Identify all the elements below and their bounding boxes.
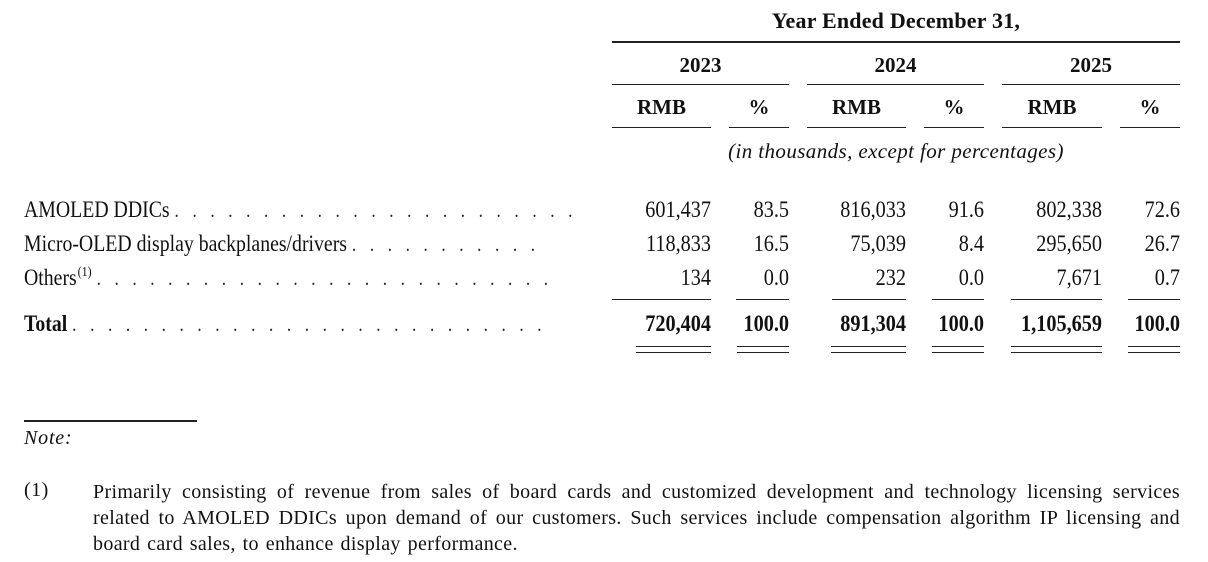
cell-micro-oled-pct-2024: 8.4 xyxy=(958,231,984,256)
cell-amoled-pct-2023: 83.5 xyxy=(753,197,789,222)
pct-2023-header: % xyxy=(748,95,770,119)
leader-dots: . . . . . . . . . . . . . . . . . . . . . . . . . . . xyxy=(72,314,547,336)
leader-dots: . . . . . . . . . . . . . . . . . . . . . . . xyxy=(174,200,578,222)
row-label-text: AMOLED DDICs xyxy=(24,197,170,222)
cell-micro-oled-rmb-2024: 75,039 xyxy=(850,231,906,256)
footnote-ref: (1) xyxy=(77,265,92,280)
row-label-text: Micro-OLED display backplanes/drivers xyxy=(24,231,347,256)
sub-rule xyxy=(729,127,789,128)
total-double-rule xyxy=(636,346,711,347)
cell-amoled-rmb-2023: 601,437 xyxy=(645,197,711,222)
year-2023-rule xyxy=(612,84,789,85)
total-double-rule xyxy=(932,346,984,347)
footnote-marker: (1) xyxy=(24,479,49,501)
cell-total-pct-2023: 100.0 xyxy=(743,311,789,336)
total-double-rule xyxy=(1011,346,1102,347)
cell-amoled-rmb-2025: 802,338 xyxy=(1036,197,1102,222)
row-label-others xyxy=(24,265,553,291)
cell-micro-oled-pct-2025: 26.7 xyxy=(1144,231,1180,256)
year-2025-header: 2025 xyxy=(1070,53,1112,77)
cell-others-pct-2023: 0.0 xyxy=(763,265,789,290)
cell-micro-oled-rmb-2025: 295,650 xyxy=(1036,231,1102,256)
cell-total-pct-2024: 100.0 xyxy=(938,311,984,336)
subtotal-rule xyxy=(736,299,789,300)
sub-rule xyxy=(1120,127,1180,128)
footnote-text: Primarily consisting of revenue from sales of board cards and customized development and technology licensing services related to AMOLED DDICs upon demand of our customers. Such services include compensation algorithm IP licensing and board card sales, to enhance display performance. xyxy=(93,481,1180,555)
pct-2025-header: % xyxy=(1139,95,1161,119)
pct-2024-header: % xyxy=(943,95,965,119)
note-title: Note: xyxy=(24,427,73,449)
cell-micro-oled-rmb-2023: 118,833 xyxy=(645,231,711,256)
cell-amoled-pct-2024: 91.6 xyxy=(948,197,984,222)
row-label-amoled-ddics xyxy=(24,197,577,223)
total-double-rule xyxy=(1011,352,1102,353)
sub-rule xyxy=(924,127,984,128)
year-2025-rule xyxy=(1002,84,1180,85)
note-separator xyxy=(24,420,197,422)
row-label-micro-oled xyxy=(24,231,540,257)
row-label-text: Others xyxy=(24,265,77,290)
period-rule xyxy=(612,41,1180,43)
cell-others-pct-2025: 0.7 xyxy=(1154,265,1180,290)
sub-rule xyxy=(1002,127,1102,128)
subtotal-rule xyxy=(1011,299,1102,300)
subtotal-rule xyxy=(612,299,711,300)
total-double-rule xyxy=(932,352,984,353)
cell-total-rmb-2024: 891,304 xyxy=(840,311,906,336)
sub-rule xyxy=(612,127,711,128)
cell-micro-oled-pct-2023: 16.5 xyxy=(753,231,789,256)
leader-dots: . . . . . . . . . . . . . . . . . . . . . . . . . . xyxy=(96,268,553,290)
total-double-rule xyxy=(737,346,789,347)
cell-others-pct-2024: 0.0 xyxy=(958,265,984,290)
cell-total-rmb-2023: 720,404 xyxy=(645,311,711,336)
cell-total-pct-2025: 100.0 xyxy=(1134,311,1180,336)
period-title: Year Ended December 31, xyxy=(771,8,1021,33)
total-double-rule xyxy=(737,352,789,353)
subtotal-rule xyxy=(932,299,984,300)
leader-dots: . . . . . . . . . . . xyxy=(351,234,540,256)
cell-others-rmb-2025: 7,671 xyxy=(1056,265,1102,290)
subtotal-rule xyxy=(832,299,906,300)
sub-rule xyxy=(807,127,906,128)
row-label-text: Total xyxy=(24,311,68,336)
units-note: (in thousands, except for percentages) xyxy=(728,139,1064,163)
cell-total-rmb-2025: 1,105,659 xyxy=(1021,311,1102,336)
total-double-rule xyxy=(831,352,906,353)
total-double-rule xyxy=(1128,352,1180,353)
total-double-rule xyxy=(831,346,906,347)
total-double-rule xyxy=(1128,346,1180,347)
year-2023-header: 2023 xyxy=(679,53,722,77)
year-2024-header: 2024 xyxy=(874,53,917,77)
cell-amoled-rmb-2024: 816,033 xyxy=(840,197,906,222)
cell-amoled-pct-2025: 72.6 xyxy=(1144,197,1180,222)
rmb-2024-header: RMB xyxy=(832,95,881,119)
cell-others-rmb-2023: 134 xyxy=(680,265,711,290)
year-2024-rule xyxy=(807,84,984,85)
total-double-rule xyxy=(636,352,711,353)
subtotal-rule xyxy=(1128,299,1180,300)
rmb-2025-header: RMB xyxy=(1027,95,1077,119)
cell-others-rmb-2024: 232 xyxy=(875,265,906,290)
row-label-total xyxy=(24,311,546,337)
rmb-2023-header: RMB xyxy=(637,95,686,119)
